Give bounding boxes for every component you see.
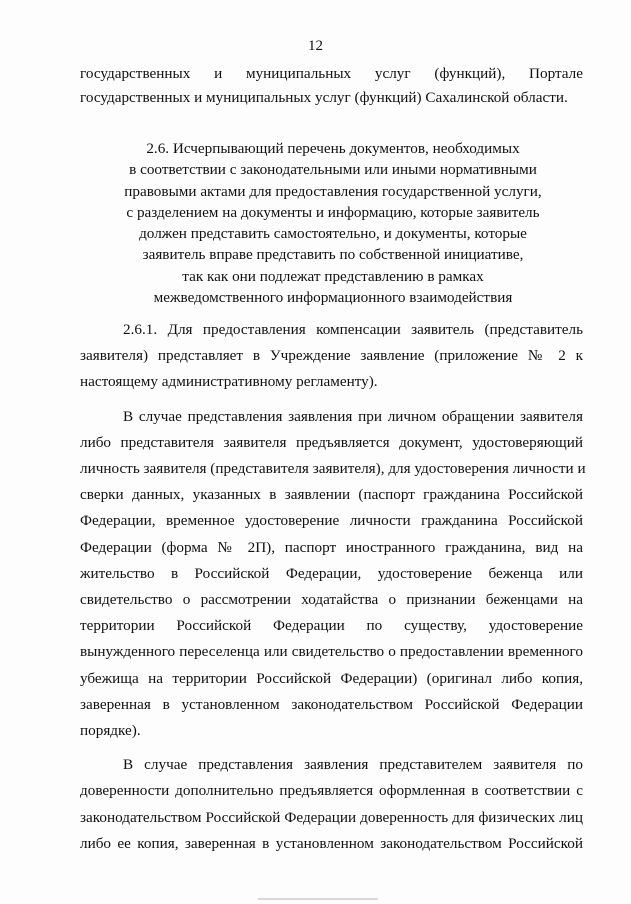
paragraph-line: В случае представления заявления при личном обращении заявителя bbox=[123, 407, 583, 425]
heading-line: так как они подлежат представлению в рамках bbox=[182, 267, 484, 285]
paragraph-line: либо ее копия, заверенная в установленном законодательством Российской bbox=[80, 834, 583, 852]
paragraph-line: Федерации (форма № 2П), паспорт иностранного гражданина, вид на bbox=[80, 538, 583, 556]
paragraph bbox=[80, 404, 586, 745]
paragraph-line: территории Российской Федерации по существу, удостоверение bbox=[80, 617, 583, 635]
text-line: государственных и муниципальных услуг (функций), Портале bbox=[80, 65, 583, 82]
paragraph-line: В случае представления заявления представителем заявителя по bbox=[123, 756, 583, 774]
intro-text bbox=[80, 62, 583, 110]
paragraph-line: свидетельство о рассмотрении ходатайства о признании беженцами на bbox=[80, 591, 583, 609]
page-number: 12 bbox=[308, 38, 323, 54]
paragraph-line: заверенная в установленном законодательством Российской Федерации bbox=[80, 695, 583, 713]
paragraph-line: законодательством Российской Федерации доверенность для физических лиц bbox=[80, 808, 583, 826]
paragraph-line: либо представителя заявителя предъявляется документ, удостоверяющий bbox=[80, 433, 583, 451]
heading-line: межведомственного информационного взаимодействия bbox=[153, 289, 513, 307]
heading-line: в соответствии с законодательными или иными нормативными bbox=[129, 161, 537, 179]
paragraph-line: сверки данных, указанных в заявлении (паспорт гражданина Российской bbox=[80, 486, 583, 504]
paragraph-spacer bbox=[80, 744, 583, 752]
paragraph bbox=[80, 752, 583, 857]
paragraph-line: 2.6.1. Для предоставления компенсации заявитель (представитель bbox=[123, 321, 583, 338]
text-line: государственных и муниципальных услуг (функций) Сахалинской области. bbox=[80, 89, 568, 106]
heading-line: должен представить самостоятельно, и документы, которые bbox=[139, 225, 527, 243]
paragraph-line: личность заявителя (представителя заявителя), для удостоверения личности и bbox=[80, 460, 586, 478]
paragraph-line: жительство в Российской Федерации, удостоверение беженца или bbox=[80, 564, 583, 582]
paragraph-line: настоящему административному регламенту). bbox=[80, 373, 378, 391]
heading-line: с разделением на документы и информацию, которые заявитель bbox=[126, 203, 540, 221]
paragraph-line: доверенности дополнительно предъявляется оформленная в соответствии с bbox=[80, 782, 583, 800]
paragraph-spacer bbox=[80, 396, 583, 404]
scan-artifact bbox=[258, 898, 378, 900]
heading-line: правовыми актами для предоставления государственной услуги, bbox=[124, 182, 542, 200]
paragraph-line: порядке). bbox=[80, 722, 141, 740]
paragraph-line: вынужденного переселенца или свидетельство о предоставлении временного bbox=[80, 643, 583, 661]
heading-line: заявитель вправе представить по собственной инициативе, bbox=[142, 246, 524, 264]
paragraph-line: убежища на территории Российской Федерации) (оригинал либо копия, bbox=[80, 669, 583, 687]
section-heading bbox=[88, 138, 578, 308]
paragraph-line: Федерации, временное удостоверение личности гражданина Российской bbox=[80, 512, 583, 530]
paragraph-line: заявителя) представляет в Учреждение заявление (приложение № 2 к bbox=[80, 347, 583, 365]
heading-line: 2.6. Исчерпывающий перечень документов, необходимых bbox=[146, 140, 520, 157]
body-text bbox=[80, 317, 586, 857]
paragraph bbox=[80, 317, 583, 396]
